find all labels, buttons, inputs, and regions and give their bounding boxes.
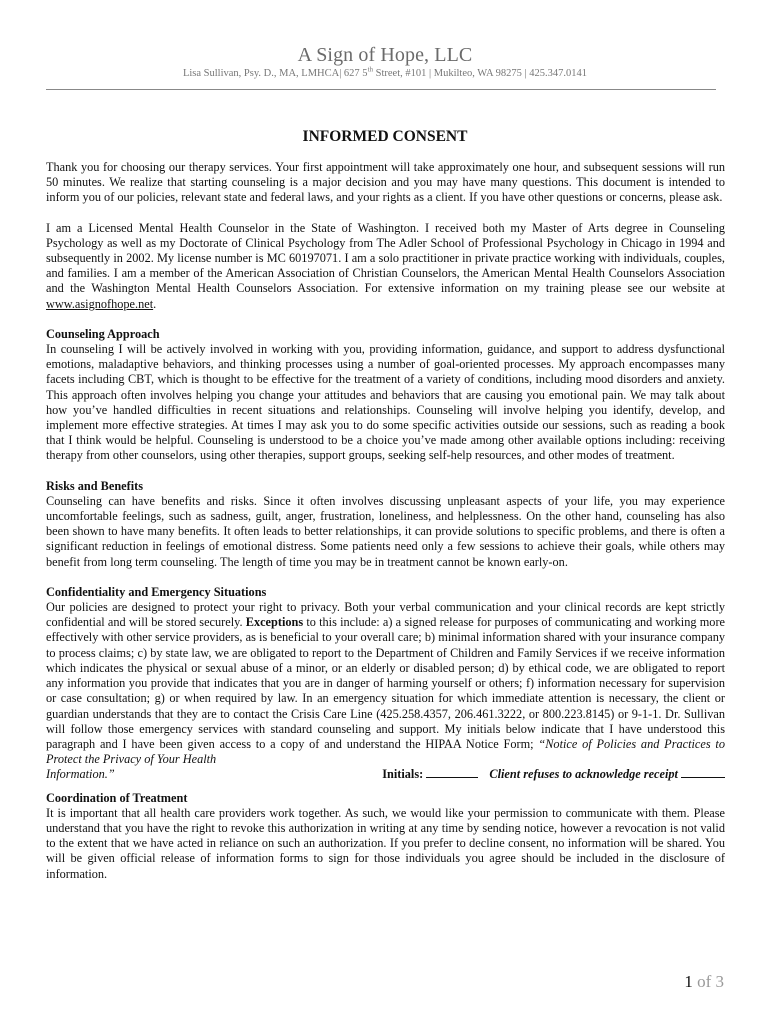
letterhead-contact xyxy=(0,65,770,79)
page-current: 1 xyxy=(684,972,693,991)
intro-paragraph: Thank you for choosing our therapy services. Your first appointment will take approximately one hour, and subsequent sessions will run 50 minutes. We realize that starting counseling is a major decision and you may have many questions. This document is intended to inform you of our policies, relevant state and federal laws, and your rights as a client. If you have other questions or concerns, please ask. xyxy=(46,160,725,205)
section-heading-coordination: Coordination of Treatment xyxy=(46,790,188,805)
initials-field[interactable] xyxy=(426,767,478,778)
letterhead-contact-start: Lisa Sullivan, Psy. D., MA, LMHCA| 627 5 xyxy=(182,68,368,79)
letterhead-contact-end: Street, #101 | Mukilteo, WA 98275 | 425.347.0141 xyxy=(373,68,588,79)
confidentiality-text-mid: to this include: a) a signed release for purposes of communicating and working more effectively with other service providers, as is beneficial to your overall care; b) minimal information shared with your insurance company to process claims; c) by state law, we are obligated to report to the Department of Children and Family Services if we receive information which indicates the physical or sexual abuse of a minor, or an elderly or disabled person; d) by ethical code, we are obligated to report any information you provide that indicates that you are in danger of harming yourself or others; f) information necessary for supervision or case consultation; g) or when required by law. In an emergency situation for which immediate attention is necessary, the client or guardian understands that they are to contact the Crisis Care Line (425.258.4357, 206.461.3222, or 800.223.8145) or 9-1-1. Dr. Sullivan will follow those emergency services with standard counseling and support. My initials below indicate that I have understood this paragraph and I have been given access to a copy of and understand the HIPAA Notice Form; xyxy=(46,615,725,751)
section-heading-approach: Counseling Approach xyxy=(46,326,160,341)
letterhead-contact-sup: th xyxy=(367,65,374,74)
initials-row xyxy=(46,767,725,782)
risks-paragraph: Counseling can have benefits and risks. Since it often involves discussing unpleasant aspects of your life, you may experience uncomfortable feelings, such as sadness, guilt, anger, frustration, loneliness, and helplessness. On the other hand, counseling has also been shown to have many benefits. It often leads to better relationships, it can provide solutions to specific problems, and there is often a significant reduction in feelings of emotional distress. Some patients need only a few sessions to achieve their goals, while others may benefit from long term counseling. The length of time you may be in treatment cannot be known early-on. xyxy=(46,493,725,569)
hipaa-notice-title-end: Information.” xyxy=(46,767,115,782)
confidentiality-text: Our policies are designed to protect your right to privacy. Both your verbal communication and your clinical records are kept strictly confidential and will be stored securely. xyxy=(46,600,725,630)
approach-paragraph: In counseling I will be actively involved in working with you, providing information, guidance, and support to address dysfunctional emotions, maladaptive behaviors, and thinking processes using a number of goal-oriented processes. My approach encompasses many facets including CBT, which is thought to be effective for the treatment of a variety of conditions, including mood disorders and anxiety. This approach often involves helping you change your attitudes and behaviors that are causing you emotional pain. We may talk about how you’ve handled difficulties in recent situations and relationships. Counseling will involve helping you identify, develop, and implement more effective strategies. At times I may ask you to do some specific activities outside our sessions, such as reading a book that I think would be helpful. Counseling is understood to be a choice you’ve made among other available options including: receiving therapy from other counselors, using other therapies, support groups, seeking self-help resources, and other modes of treatment. xyxy=(46,342,725,463)
document-title: INFORMED CONSENT xyxy=(302,128,468,145)
about-text: I am a Licensed Mental Health Counselor in the State of Washington. I received both my Master of Arts degree in Counseling Psychology as well as my Doctorate of Clinical Psychology from The Adler School of Professional Psychology in Chicago in 1994 and subsequently in 2002. My license number is MC 60197071. I am a solo practitioner in private practice working with individuals, couples, and families. I am a member of the American Association of Christian Counselors, the American Mental Health Counselors Association and the Washington Mental Health Counselors Association. For extensive information on my training please see our website at xyxy=(46,220,725,296)
header-divider xyxy=(46,89,716,90)
receipt-refusal-label: Client refuses to acknowledge receipt xyxy=(489,767,678,782)
website-link[interactable]: www.asignofhope.net xyxy=(46,296,154,311)
document-body xyxy=(46,160,725,882)
coordination-paragraph: It is important that all health care providers work together. As such, we would like your permission to communicate with them. Please understand that you have the right to revoke this authorization in writing at any time by sending notice, however a revocation is not valid to the extent that we have acted in reliance on such an authorization. If you prefer to decline consent, no information will be shared. You will be given official release of information forms to sign for those individuals you agree should be included in the disclosure of information. xyxy=(46,805,725,881)
about-text-end: . xyxy=(153,296,157,311)
exceptions-label: Exceptions xyxy=(245,615,304,630)
page-total: of 3 xyxy=(692,972,724,991)
initials-label: Initials: xyxy=(382,767,424,782)
confidentiality-paragraph xyxy=(46,600,725,767)
section-heading-risks: Risks and Benefits xyxy=(46,478,144,493)
hipaa-notice-title: “Notice of Policies and Practices to Protect the Privacy of Your Health xyxy=(46,736,725,767)
about-paragraph xyxy=(46,221,725,312)
initials-group xyxy=(382,767,725,782)
page-number xyxy=(684,972,724,992)
letterhead-title: A Sign of Hope, LLC xyxy=(297,44,473,66)
receipt-refusal-field[interactable] xyxy=(681,767,725,778)
section-heading-confidentiality: Confidentiality and Emergency Situations xyxy=(46,584,267,599)
